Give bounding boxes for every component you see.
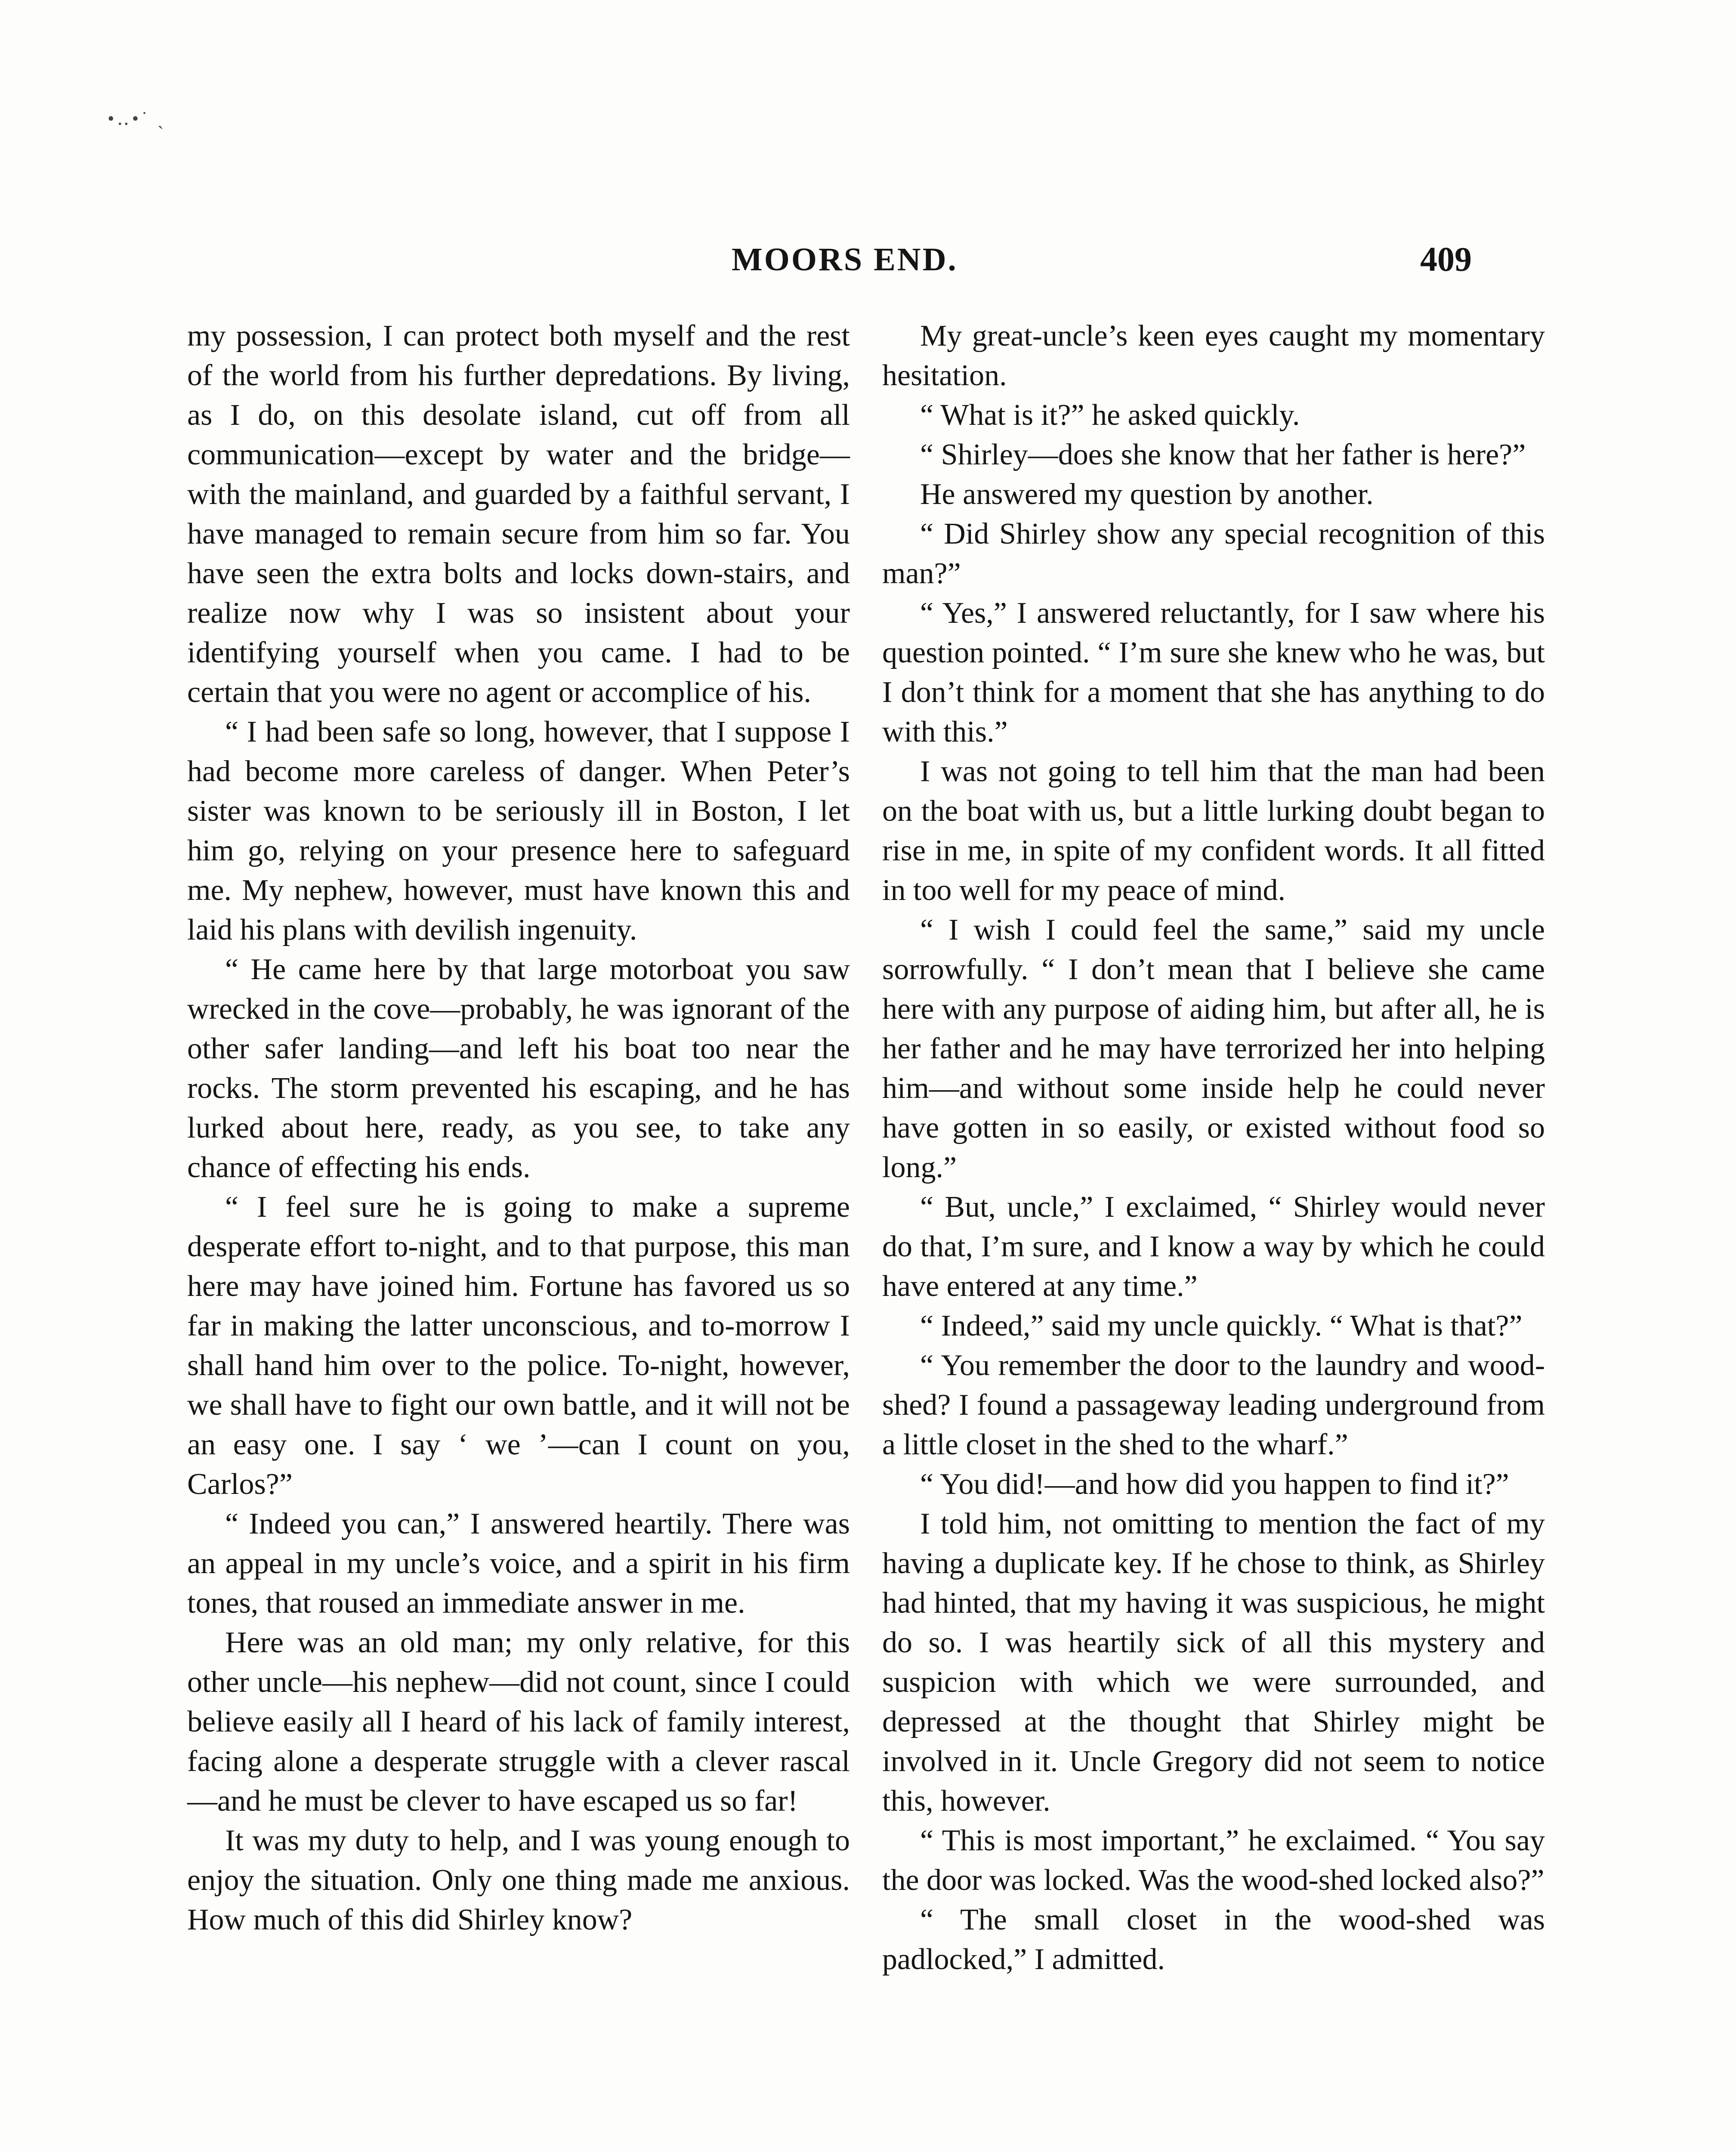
paragraph: “ I feel sure he is going to make a supreme desperate effort to-night, and to that purpose, this man here may have joined him. Fortune has favored us so far in making the latter unconscious, and to-morrow I shall hand him over to the police. To-night, however, we shall have to fight our own battle, and it will not be an easy one. I say ‘ we ’—can I count on you, Carlos?”: [187, 1190, 850, 1501]
corner-scan-mark: •‥•˙ ˎ: [108, 108, 167, 129]
page-number: 409: [1420, 241, 1472, 278]
paragraph: “ But, uncle,” I exclaimed, “ Shirley would never do that, I’m sure, and I know a way by which he could have entered at any time.”: [882, 1190, 1545, 1303]
paragraph: “ What is it?” he asked quickly.: [920, 399, 1300, 432]
paragraph: It was my duty to help, and I was young enough to enjoy the situation. Only one thing made me anxious. How much of this did Shirley know?: [187, 1824, 850, 1936]
paragraph: He answered my question by another.: [920, 478, 1374, 511]
paragraph: “ Indeed,” said my uncle quickly. “ What is that?”: [920, 1309, 1523, 1342]
paragraph: I was not going to tell him that the man had been on the boat with us, but a little lurking doubt began to rise in me, in spite of my confident words. It all fitted in too well for my peace of mind.: [882, 755, 1545, 907]
right-text-column: [882, 316, 1545, 1979]
paragraph: “ I had been safe so long, however, that I suppose I had become more careless of danger. When Peter’s sister was known to be seriously ill in Boston, I let him go, relying on your presence here to safeguard me. My nephew, however, must have known this and laid his plans with devilish ingenuity.: [187, 715, 850, 946]
paragraph: I told him, not omitting to mention the fact of my having a duplicate key. If he chose to think, as Shirley had hinted, that my having it was suspicious, he might do so. I was heartily sick of all this mystery and suspicion with which we were surrounded, and depressed at the thought that Shirley might be involved in it. Uncle Gregory did not seem to notice this, however.: [882, 1507, 1545, 1818]
paragraph: “ The small closet in the wood-shed was padlocked,” I admitted.: [882, 1903, 1545, 1976]
paragraph: my possession, I can protect both myself and the rest of the world from his further depredations. By living, as I do, on this desolate island, cut off from all communication—except by water and the bridge—with the mainland, and guarded by a faithful servant, I have managed to remain secure from him so far. You have seen the extra bolts and locks down-stairs, and realize now why I was so insistent about your identifying yourself when you came. I had to be certain that you were no agent or accomplice of his.: [187, 319, 850, 709]
paragraph: “ I wish I could feel the same,” said my uncle sorrowfully. “ I don’t mean that I believe she came here with any purpose of aiding him, but after all, he is her father and he may have terrorized her into helping him—and without some inside help he could never have gotten in so easily, or existed without food so long.”: [882, 913, 1545, 1184]
paragraph: “ Shirley—does she know that her father is here?”: [920, 438, 1526, 471]
paragraph: “ You did!—and how did you happen to find it?”: [920, 1468, 1509, 1501]
paragraph: “ Indeed you can,” I answered heartily. There was an appeal in my uncle’s voice, and a spirit in his firm tones, that roused an immediate answer in me.: [187, 1507, 850, 1620]
paragraph: My great-uncle’s keen eyes caught my momentary hesitation.: [882, 319, 1545, 392]
left-text-column: [187, 316, 850, 1940]
paragraph: “ Yes,” I answered reluctantly, for I saw where his question pointed. “ I’m sure she knew who he was, but I don’t think for a moment that she has anything to do with this.”: [882, 597, 1545, 748]
paragraph: “ Did Shirley show any special recognition of this man?”: [882, 517, 1545, 590]
paragraph: “ This is most important,” he exclaimed. “ You say the door was locked. Was the wood-shed locked also?”: [882, 1824, 1545, 1897]
paragraph: “ You remember the door to the laundry and wood-shed? I found a passageway leading underground from a little closet in the shed to the wharf.”: [882, 1349, 1545, 1461]
paragraph: Here was an old man; my only relative, for this other uncle—his nephew—did not count, since I could believe easily all I heard of his lack of family interest, facing alone a desperate struggle with a clever rascal—and he must be clever to have escaped us so far!: [187, 1626, 850, 1818]
running-title: MOORS END.: [732, 241, 958, 278]
paragraph: “ He came here by that large motorboat you saw wrecked in the cove—probably, he was ignorant of the other safer landing—and left his boat too near the rocks. The storm prevented his escaping, and he has lurked about here, ready, as you see, to take any chance of effecting his ends.: [187, 953, 850, 1184]
